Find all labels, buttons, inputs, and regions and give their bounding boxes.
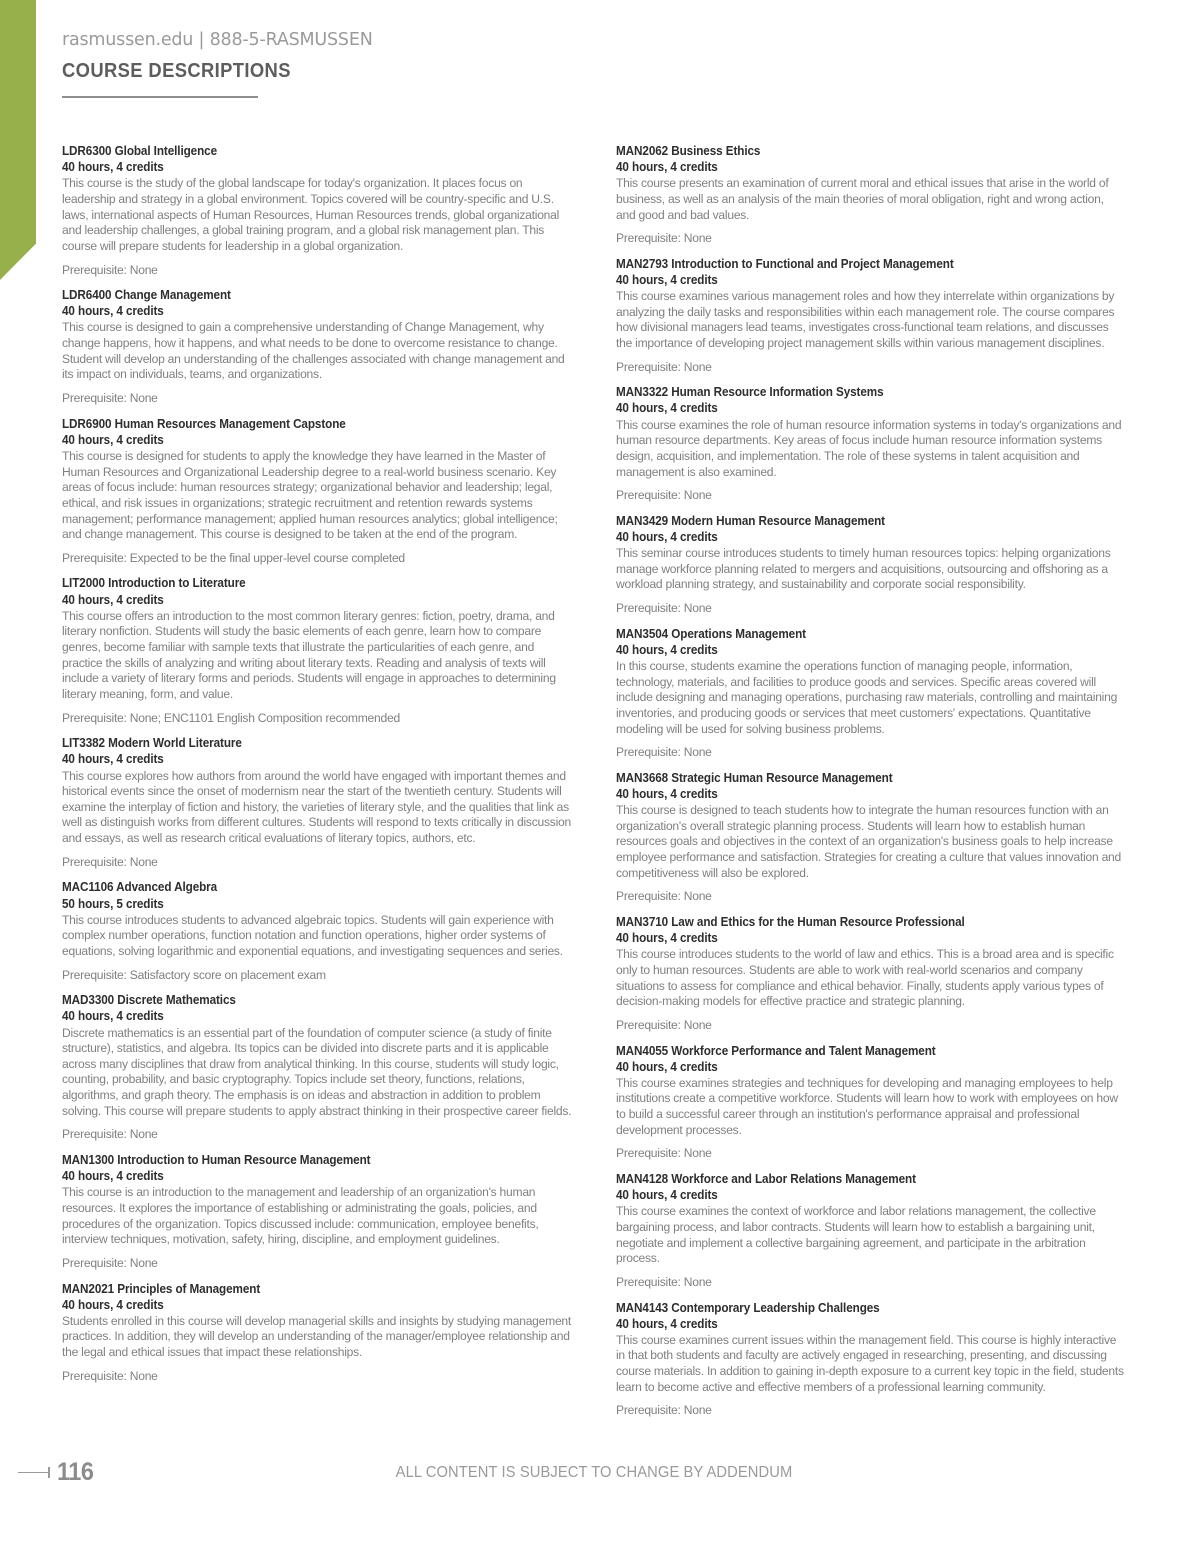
course-description: This course is an introduction to the management and leadership of an organization's human resources. It explores the importance of establishing or administrating the goals, policies, and procedures of the organization. Topics discussed include: communication, employee benefits, interview techniques, motivation, safety, hiring, discipline, and employment guidelines. bbox=[62, 1185, 539, 1247]
course-hours-credits: 40 hours, 4 credits bbox=[616, 401, 718, 416]
course-hours-credits: 40 hours, 4 credits bbox=[616, 272, 718, 287]
course-hours-credits: 50 hours, 5 credits bbox=[62, 896, 164, 911]
course-title: MAN1300 Introduction to Human Resource Management bbox=[62, 1153, 371, 1168]
course-prerequisite: Prerequisite: None bbox=[616, 1146, 712, 1161]
course-prerequisite: Prerequisite: None; ENC1101 English Composition recommended bbox=[62, 710, 400, 725]
course-description: This course is designed to teach students how to integrate the human resources function with an organization's overall strategic planning process. Students will learn how to establish human resources goals and objectives in the context of an organization's business goals to help increase employee performance and satisfaction. Strategies for creating a culture that values innovation and competitiveness will also be explored. bbox=[616, 803, 1121, 880]
course-entry bbox=[62, 992, 572, 1143]
course-title: MAN3504 Operations Management bbox=[616, 626, 806, 641]
course-prerequisite: Prerequisite: None bbox=[62, 1255, 158, 1270]
course-prerequisite: Prerequisite: Satisfactory score on placement exam bbox=[62, 967, 326, 982]
course-hours-credits: 40 hours, 4 credits bbox=[616, 1316, 718, 1331]
course-description: This course examines strategies and techniques for developing and managing employees to help institutions create a competitive workforce. Students will learn how to work with employees on how to build a successful career through an institution's performance appraisal and professional development processes. bbox=[616, 1075, 1118, 1137]
course-prerequisite: Prerequisite: None bbox=[62, 1127, 158, 1142]
course-columns bbox=[62, 143, 1126, 1428]
course-entry bbox=[62, 735, 572, 870]
page-title: COURSE DESCRIPTIONS bbox=[62, 60, 291, 82]
course-entry bbox=[616, 626, 1126, 761]
course-hours-credits: 40 hours, 4 credits bbox=[62, 432, 164, 447]
course-hours-credits: 40 hours, 4 credits bbox=[616, 529, 718, 544]
course-title: MAC1106 Advanced Algebra bbox=[62, 880, 218, 895]
course-title: LDR6900 Human Resources Management Capstone bbox=[62, 416, 346, 431]
course-entry bbox=[62, 575, 572, 726]
course-description: This course examines the context of workforce and labor relations management, the collective bargaining process, and labor contracts. Students will learn how to establish a bargaining unit, negotiate and implement a collective bargaining agreement, and participate in the arbitration process. bbox=[616, 1204, 1096, 1266]
site-contact-line: rasmussen.edu | 888-5-RASMUSSEN bbox=[62, 30, 373, 50]
course-entry bbox=[62, 416, 572, 567]
course-entry bbox=[62, 1281, 572, 1385]
course-column bbox=[616, 143, 1126, 1428]
course-entry bbox=[62, 143, 572, 278]
course-prerequisite: Prerequisite: None bbox=[616, 1274, 712, 1289]
course-hours-credits: 40 hours, 4 credits bbox=[62, 160, 164, 175]
course-title: MAN3668 Strategic Human Resource Management bbox=[616, 770, 893, 785]
course-description: This course introduces students to the world of law and ethics. This is a broad area and is specific only to human resources. Students are able to work with real-world scenarios and company situations to assess for compliance and ethical behavior. Finally, students apply various types of decision-making models for effective practice and strategic planning. bbox=[616, 947, 1114, 1009]
course-title: MAN2021 Principles of Management bbox=[62, 1281, 261, 1296]
course-description: This course examines the role of human resource information systems in today's organizations and human resource departments. Key areas of focus include human resource information systems design, acquisition, and implementation. The role of these systems in talent acquisition and management is also examined. bbox=[616, 417, 1122, 479]
course-prerequisite: Prerequisite: Expected to be the final upper-level course completed bbox=[62, 550, 405, 565]
course-title: MAN2793 Introduction to Functional and Project Management bbox=[616, 256, 954, 271]
course-description: This seminar course introduces students to timely human resources topics: helping organizations manage workforce planning related to mergers and acquisitions, outsourcing and offshoring as a workload planning strategy, and sustainability and corporate social responsibility. bbox=[616, 546, 1111, 592]
course-description: This course explores how authors from around the world have engaged with important themes and historical events since the onset of modernism near the start of the twentieth century. Students will examine the interplay of fiction and history, the varieties of literary style, and the qualities that link as well as distinguish works from different cultures. Students will respond to texts critically in discussion and essays, as well as research critical evaluations of literary topics, authors, etc. bbox=[62, 768, 571, 846]
course-title: LDR6400 Change Management bbox=[62, 288, 231, 303]
course-prerequisite: Prerequisite: None bbox=[62, 262, 158, 277]
course-prerequisite: Prerequisite: None bbox=[616, 359, 712, 374]
course-title: MAN4143 Contemporary Leadership Challenges bbox=[616, 1300, 880, 1315]
course-entry bbox=[616, 1300, 1126, 1420]
course-title: LIT2000 Introduction to Literature bbox=[62, 576, 246, 591]
course-hours-credits: 40 hours, 4 credits bbox=[616, 1059, 718, 1074]
course-entry bbox=[616, 143, 1126, 247]
course-title: LIT3382 Modern World Literature bbox=[62, 736, 242, 751]
course-entry bbox=[616, 256, 1126, 376]
course-prerequisite: Prerequisite: None bbox=[62, 391, 158, 405]
course-description: This course is the study of the global landscape for today's organization. It places focus on leadership and strategy in a global environment. Topics covered will be country-specific and U.S. laws, international aspects of Human Resources, Human Resources trends, global organizational and leadership challenges, a global training program, and a global risk management plan. This course will prepare students for leadership in a global organization. bbox=[62, 176, 560, 253]
course-entry bbox=[616, 1043, 1126, 1163]
course-description: This course examines various management roles and how they interrelate within organizations by analyzing the daily tasks and responsibilities within each management role. The course compares how divisional managers lead teams, investigates cross-functional team relations, and discusses the importance of developing project management skills within various management disciplines. bbox=[616, 289, 1115, 351]
course-description: In this course, students examine the operations function of managing people, information, technology, materials, and facilities to produce goods and services. Specific areas covered will include designing and managing operations, purchasing raw materials, controlling and maintaining inventories, and producing goods or services that meet customers' expectations. Quantitative modeling will be used for solving business problems. bbox=[616, 658, 1118, 736]
course-description: Students enrolled in this course will develop managerial skills and insights by studying management practices. In addition, they will develop an understanding of the manager/employee relationship and the legal and ethical issues that impact these relationships. bbox=[62, 1313, 572, 1360]
course-title: LDR6300 Global Intelligence bbox=[62, 144, 218, 158]
course-hours-credits: 40 hours, 4 credits bbox=[62, 1297, 164, 1312]
course-title: MAN2062 Business Ethics bbox=[616, 144, 761, 158]
course-prerequisite: Prerequisite: None bbox=[62, 854, 158, 869]
course-prerequisite: Prerequisite: None bbox=[616, 1017, 712, 1032]
course-description: This course introduces students to advanced algebraic topics. Students will gain experience with complex number operations, function notation and function operations, higher order systems of equations, solving logarithmic and exponential equations, and investigating sequences and series. bbox=[62, 912, 563, 958]
course-title: MAN3322 Human Resource Information Systems bbox=[616, 385, 884, 400]
course-hours-credits: 40 hours, 4 credits bbox=[616, 786, 718, 801]
course-description: Discrete mathematics is an essential part of the foundation of computer science (a study of finite structure), statistics, and algebra. Its topics can be divided into discrete parts and it is applicable across many disciplines that draw from analytical thinking. In this course, students will study logic, counting, probability, and basic cryptography. Topics include set theory, functions, relations, algorithms, and graph theory. The emphasis is on ideas and abstraction in addition to problem solving. This course will prepare students to apply abstract thinking in their prospective career fields. bbox=[62, 1025, 572, 1118]
course-prerequisite: Prerequisite: None bbox=[616, 889, 712, 904]
course-entry bbox=[616, 1171, 1126, 1291]
course-title: MAN4055 Workforce Performance and Talent Management bbox=[616, 1043, 936, 1058]
accent-side-tab bbox=[0, 0, 36, 280]
course-hours-credits: 40 hours, 4 credits bbox=[62, 752, 164, 767]
page-header bbox=[62, 30, 1122, 98]
title-divider bbox=[62, 96, 258, 98]
course-description: This course is designed for students to apply the knowledge they have learned in the Master of Human Resources and Organizational Leadership degree to a real-world business scenario. Key areas of focus include: human resources strategy; organizational behavior and leadership; legal, ethical, and risk issues in organizations; strategic recruitment and retention rewards systems management; performance management; applied human resources analytics; global intelligence; and change management. This course is designed to be taken at the end of the program. bbox=[62, 448, 558, 542]
course-hours-credits: 40 hours, 4 credits bbox=[616, 642, 718, 657]
course-column bbox=[62, 143, 572, 1428]
course-description: This course examines current issues within the management field. This course is highly interactive in that both students and faculty are actively engaged in researching, presenting, and discussing course materials. In addition to gaining in-depth exposure to a current key topic in the field, students learn to become active and effective members of a professional learning community. bbox=[616, 1332, 1124, 1394]
course-hours-credits: 40 hours, 4 credits bbox=[616, 1188, 718, 1203]
course-entry bbox=[62, 287, 572, 407]
course-prerequisite: Prerequisite: None bbox=[616, 601, 712, 616]
course-hours-credits: 40 hours, 4 credits bbox=[62, 592, 164, 607]
course-description: This course is designed to gain a comprehensive understanding of Change Management, why change happens, how it happens, and what needs to be done to overcome resistance to change. Student will develop an understanding of the challenges associated with change management and its impact on individuals, teams, and organizations. bbox=[62, 320, 565, 382]
course-entry bbox=[62, 1152, 572, 1272]
course-hours-credits: 40 hours, 4 credits bbox=[62, 304, 164, 319]
course-entry bbox=[62, 879, 572, 983]
course-prerequisite: Prerequisite: None bbox=[616, 231, 712, 246]
course-entry bbox=[616, 914, 1126, 1034]
course-title: MAN3710 Law and Ethics for the Human Resource Professional bbox=[616, 915, 965, 929]
course-hours-credits: 40 hours, 4 credits bbox=[616, 160, 718, 175]
course-entry bbox=[616, 384, 1126, 504]
course-description: This course presents an examination of current moral and ethical issues that arise in the world of business, as well as an analysis of the main theories of moral obligation, right and wrong action, and good and bad values. bbox=[616, 176, 1109, 222]
course-hours-credits: 40 hours, 4 credits bbox=[62, 1009, 164, 1024]
page-footer bbox=[0, 1448, 1188, 1548]
course-prerequisite: Prerequisite: None bbox=[616, 488, 712, 503]
course-prerequisite: Prerequisite: None bbox=[616, 1403, 712, 1418]
course-description: This course offers an introduction to the most common literary genres: fiction, poetry, drama, and literary nonfiction. Students will study the basic elements of each genre, learn how to compare genres, become familiar with sample texts that illustrate the particularities of each genre, and practice the skills of analyzing and writing about literary texts. Reading and analysis of texts will include a variety of literary forms and periods. Students will engage in approaches to determining literary meaning, form, and value. bbox=[62, 608, 556, 701]
course-title: MAN3429 Modern Human Resource Management bbox=[616, 513, 885, 528]
page-number: 116 bbox=[56, 1458, 94, 1486]
footer-disclaimer: ALL CONTENT IS SUBJECT TO CHANGE BY ADDENDUM bbox=[395, 1464, 793, 1481]
course-entry bbox=[616, 770, 1126, 905]
course-entry bbox=[616, 513, 1126, 617]
course-hours-credits: 40 hours, 4 credits bbox=[616, 931, 718, 946]
course-prerequisite: Prerequisite: None bbox=[62, 1368, 158, 1383]
course-title: MAN4128 Workforce and Labor Relations Management bbox=[616, 1172, 916, 1186]
course-hours-credits: 40 hours, 4 credits bbox=[62, 1169, 164, 1184]
course-prerequisite: Prerequisite: None bbox=[616, 745, 712, 760]
course-title: MAD3300 Discrete Mathematics bbox=[62, 993, 236, 1008]
